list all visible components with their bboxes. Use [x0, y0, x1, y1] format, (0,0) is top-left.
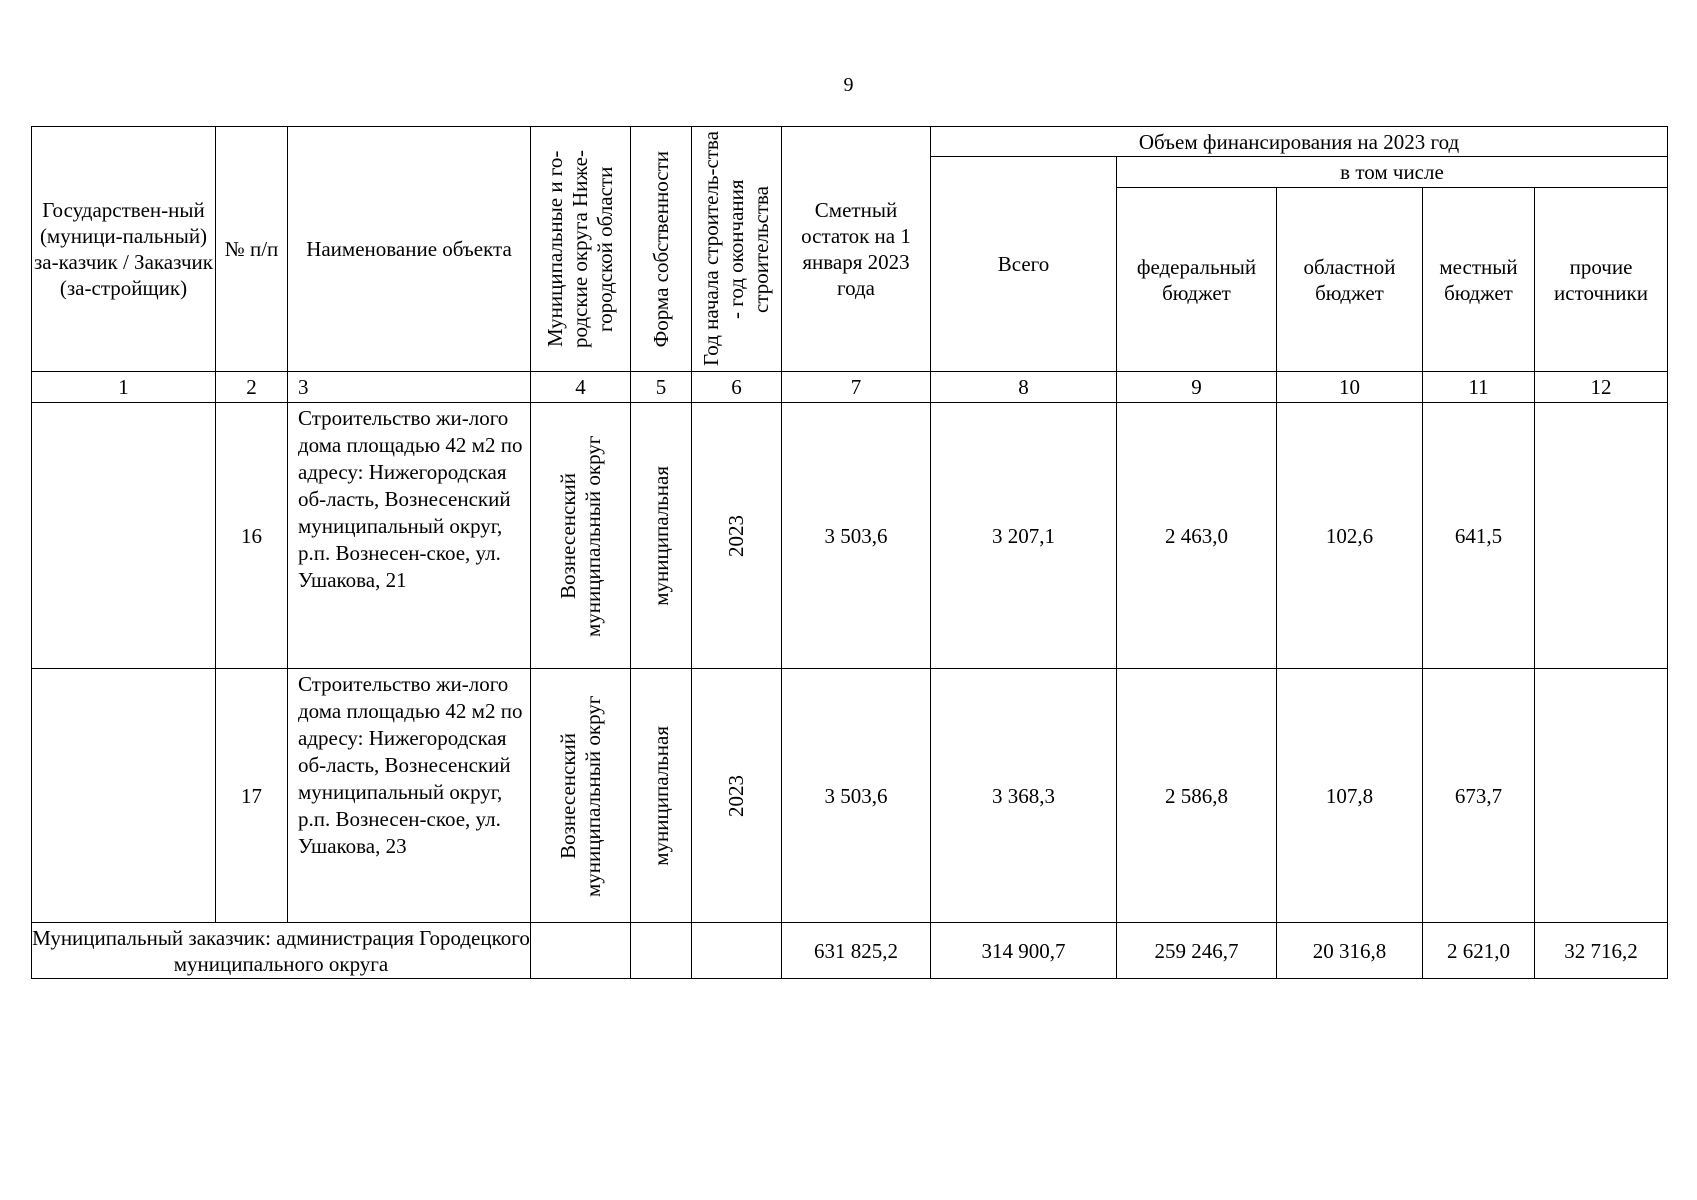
header-local: местный бюджет	[1423, 188, 1535, 372]
row-number: 16	[216, 403, 288, 669]
row-number: 17	[216, 669, 288, 923]
header-municipal-district-text: Муниципальные и го-родские округа Ниже-городской области	[543, 150, 617, 348]
header-number: № п/п	[216, 127, 288, 372]
row-years	[692, 403, 782, 669]
row-customer	[32, 403, 216, 669]
header-ownership-text: Форма собственности	[648, 150, 673, 348]
row-years-text: 2023	[724, 774, 748, 817]
column-number: 2	[216, 372, 288, 403]
row-local: 673,7	[1423, 669, 1535, 923]
column-number: 7	[782, 372, 931, 403]
header-total: Всего	[931, 157, 1117, 372]
row-regional: 107,8	[1277, 669, 1423, 923]
row-municipal-district	[531, 669, 631, 923]
totals-local: 2 621,0	[1423, 923, 1535, 979]
row-municipal-district	[531, 403, 631, 669]
totals-other: 32 716,2	[1535, 923, 1668, 979]
row-object-name: Строительство жи-лого дома площадью 42 м2 по адресу: Нижегородская об-ласть, Вознесенский муниципальный округ, р.п. Вознесен-ское, ул. Ушакова, 23	[288, 669, 531, 923]
header-customer: Государствен-ный (муници-пальный) за-казчик / Заказчик (за-стройщик)	[32, 127, 216, 372]
row-regional: 102,6	[1277, 403, 1423, 669]
header-other: прочие источники	[1535, 188, 1668, 372]
row-total: 3 207,1	[931, 403, 1117, 669]
totals-regional: 20 316,8	[1277, 923, 1423, 979]
column-number: 11	[1423, 372, 1535, 403]
column-number-row	[32, 372, 1668, 403]
header-regional: областной бюджет	[1277, 188, 1423, 372]
totals-row	[32, 923, 1668, 979]
totals-empty	[631, 923, 692, 979]
row-customer	[32, 669, 216, 923]
header-federal: федеральный бюджет	[1117, 188, 1277, 372]
column-number: 6	[692, 372, 782, 403]
row-years	[692, 669, 782, 923]
row-ownership-text: муниципальная	[648, 465, 673, 606]
row-ownership	[631, 403, 692, 669]
row-object-name: Строительство жи-лого дома площадью 42 м2 по адресу: Нижегородская об-ласть, Вознесенский муниципальный округ, р.п. Вознесен-ское, ул. Ушакова, 21	[288, 403, 531, 669]
row-years-text: 2023	[724, 514, 748, 557]
column-number: 8	[931, 372, 1117, 403]
table-row	[32, 403, 1668, 669]
column-number: 3	[288, 372, 531, 403]
totals-empty	[531, 923, 631, 979]
totals-estimate: 631 825,2	[782, 923, 931, 979]
column-number: 5	[631, 372, 692, 403]
column-number: 12	[1535, 372, 1668, 403]
totals-empty	[692, 923, 782, 979]
totals-label: Муниципальный заказчик: администрация Городецкого муниципального округа	[32, 923, 531, 979]
row-municipal-district-text: Вознесенский муниципальный округ	[555, 434, 605, 637]
header-estimate-balance: Сметный остаток на 1 января 2023 года	[782, 127, 931, 372]
table-row	[32, 669, 1668, 923]
row-local: 641,5	[1423, 403, 1535, 669]
row-estimate: 3 503,6	[782, 669, 931, 923]
row-other	[1535, 403, 1668, 669]
row-ownership-text: муниципальная	[648, 725, 673, 866]
column-number: 10	[1277, 372, 1423, 403]
row-federal: 2 463,0	[1117, 403, 1277, 669]
row-federal: 2 586,8	[1117, 669, 1277, 923]
header-construction-years	[692, 127, 782, 372]
row-total: 3 368,3	[931, 669, 1117, 923]
column-number: 1	[32, 372, 216, 403]
row-other	[1535, 669, 1668, 923]
header-construction-years-text: Год начала строитель-ства - год окончания строительства	[699, 131, 773, 367]
totals-federal: 259 246,7	[1117, 923, 1277, 979]
totals-total: 314 900,7	[931, 923, 1117, 979]
header-funding: Объем финансирования на 2023 год	[931, 127, 1668, 157]
header-including: в том числе	[1117, 157, 1668, 188]
column-number: 9	[1117, 372, 1277, 403]
row-ownership	[631, 669, 692, 923]
row-municipal-district-text: Вознесенский муниципальный округ	[555, 694, 605, 897]
row-estimate: 3 503,6	[782, 403, 931, 669]
header-ownership	[631, 127, 692, 372]
financing-table	[31, 126, 1668, 979]
header-object-name: Наименование объекта	[288, 127, 531, 372]
page-number: 9	[843, 74, 854, 96]
column-number: 4	[531, 372, 631, 403]
header-municipal-district	[531, 127, 631, 372]
